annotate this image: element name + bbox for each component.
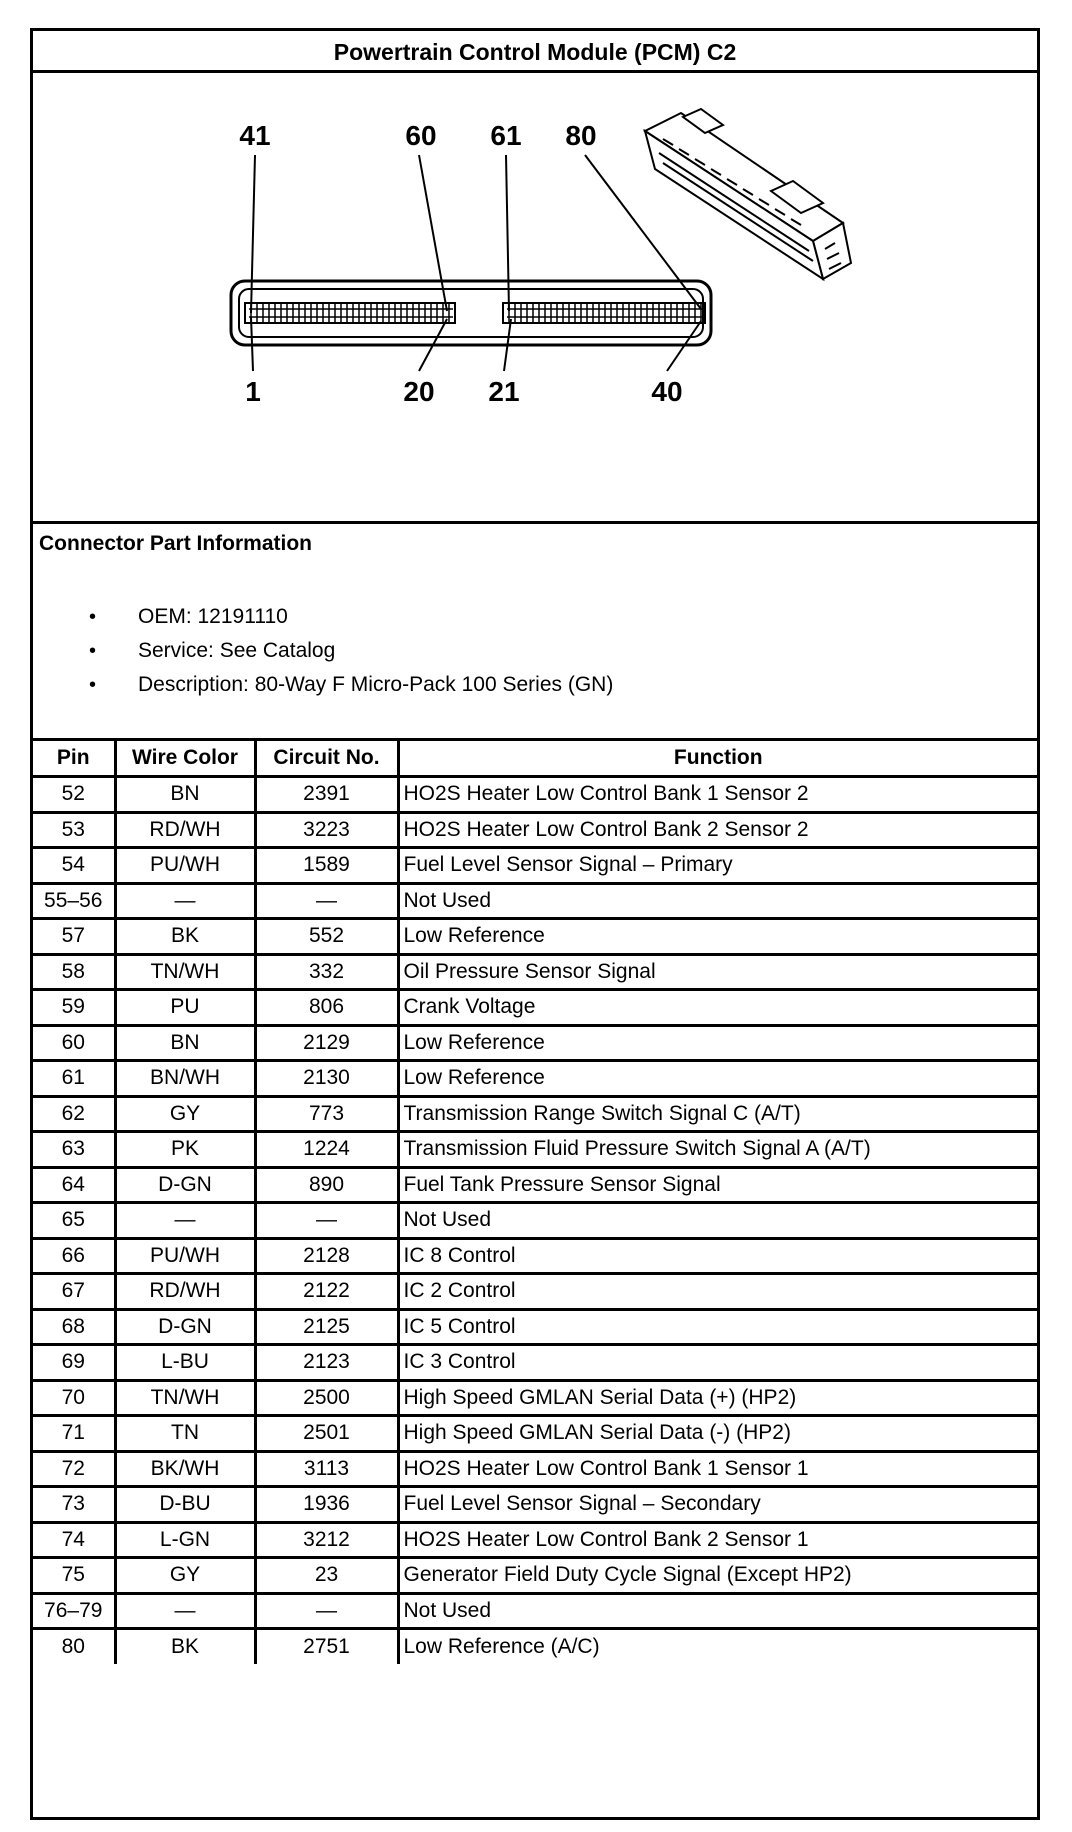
function-cell: Fuel Level Sensor Signal – Secondary xyxy=(398,1487,1037,1523)
pin-cell: 80 xyxy=(33,1629,115,1665)
circuit-no-cell: 2500 xyxy=(255,1380,398,1416)
table-row xyxy=(33,1487,1037,1523)
pin-cell: 68 xyxy=(33,1309,115,1345)
pin-cell: 69 xyxy=(33,1345,115,1381)
pin-cell: 70 xyxy=(33,1380,115,1416)
connector-3d-icon xyxy=(645,109,851,279)
table-row xyxy=(33,883,1037,919)
circuit-no-cell: 890 xyxy=(255,1167,398,1203)
part-info-oem: • OEM: 12191110 xyxy=(33,600,613,634)
function-cell: Transmission Fluid Pressure Switch Signal A (A/T) xyxy=(398,1132,1037,1168)
pin-cell: 53 xyxy=(33,812,115,848)
pinout-rows xyxy=(33,777,1037,1665)
leader-lines xyxy=(251,155,701,371)
table-row xyxy=(33,1132,1037,1168)
function-cell: Transmission Range Switch Signal C (A/T) xyxy=(398,1096,1037,1132)
pin-cell: 59 xyxy=(33,990,115,1026)
table-row xyxy=(33,1416,1037,1452)
function-cell: IC 3 Control xyxy=(398,1345,1037,1381)
pin-cell: 61 xyxy=(33,1061,115,1097)
circuit-no-cell: 2129 xyxy=(255,1025,398,1061)
pin-cell: 60 xyxy=(33,1025,115,1061)
header-circuit-no: Circuit No. xyxy=(255,741,398,777)
pin-cell: 64 xyxy=(33,1167,115,1203)
function-cell: HO2S Heater Low Control Bank 1 Sensor 1 xyxy=(398,1451,1037,1487)
function-cell: Low Reference (A/C) xyxy=(398,1629,1037,1665)
table-row xyxy=(33,1629,1037,1665)
wire-color-cell: — xyxy=(115,883,255,919)
connector-diagram xyxy=(33,73,1037,524)
pin-cell: 65 xyxy=(33,1203,115,1239)
wire-color-cell: D-BU xyxy=(115,1487,255,1523)
pinout-header-row xyxy=(33,741,1037,777)
pin-cell: 66 xyxy=(33,1238,115,1274)
table-row xyxy=(33,1274,1037,1310)
table-row xyxy=(33,1558,1037,1594)
table-row xyxy=(33,1522,1037,1558)
connector-illustration xyxy=(33,73,1037,521)
pin-label-60: 60 xyxy=(405,120,437,151)
circuit-no-cell: 332 xyxy=(255,954,398,990)
wire-color-cell: — xyxy=(115,1203,255,1239)
table-row xyxy=(33,1380,1037,1416)
circuit-no-cell: 1224 xyxy=(255,1132,398,1168)
circuit-no-cell: 3212 xyxy=(255,1522,398,1558)
table-row xyxy=(33,777,1037,813)
pin-cell: 74 xyxy=(33,1522,115,1558)
function-cell: High Speed GMLAN Serial Data (+) (HP2) xyxy=(398,1380,1037,1416)
circuit-no-cell: 2501 xyxy=(255,1416,398,1452)
function-cell: IC 8 Control xyxy=(398,1238,1037,1274)
wire-color-cell: BN/WH xyxy=(115,1061,255,1097)
header-function: Function xyxy=(398,741,1037,777)
circuit-no-cell: 2751 xyxy=(255,1629,398,1665)
table-row xyxy=(33,919,1037,955)
circuit-no-cell: 23 xyxy=(255,1558,398,1594)
function-cell: Not Used xyxy=(398,1203,1037,1239)
function-cell: IC 5 Control xyxy=(398,1309,1037,1345)
circuit-no-cell: 806 xyxy=(255,990,398,1026)
part-info-heading: Connector Part Information xyxy=(39,532,313,555)
pin-label-20: 20 xyxy=(403,376,435,407)
connector-body xyxy=(231,281,711,345)
pin-label-41: 41 xyxy=(239,120,271,151)
wire-color-cell: — xyxy=(115,1593,255,1629)
table-row xyxy=(33,1451,1037,1487)
pin-cell: 58 xyxy=(33,954,115,990)
function-cell: HO2S Heater Low Control Bank 2 Sensor 1 xyxy=(398,1522,1037,1558)
circuit-no-cell: 2125 xyxy=(255,1309,398,1345)
wire-color-cell: BK/WH xyxy=(115,1451,255,1487)
circuit-no-cell: 552 xyxy=(255,919,398,955)
table-row xyxy=(33,954,1037,990)
table-row xyxy=(33,848,1037,884)
circuit-no-cell: 1936 xyxy=(255,1487,398,1523)
pin-cell: 63 xyxy=(33,1132,115,1168)
circuit-no-cell: 1589 xyxy=(255,848,398,884)
circuit-no-cell: 3113 xyxy=(255,1451,398,1487)
pin-label-1: 1 xyxy=(245,376,261,407)
pin-label-61: 61 xyxy=(490,120,522,151)
wire-color-cell: TN xyxy=(115,1416,255,1452)
pin-cell: 72 xyxy=(33,1451,115,1487)
wire-color-cell: BN xyxy=(115,777,255,813)
table-row xyxy=(33,1096,1037,1132)
pin-cell: 67 xyxy=(33,1274,115,1310)
table-row xyxy=(33,1167,1037,1203)
table-row xyxy=(33,1345,1037,1381)
circuit-no-cell: — xyxy=(255,1203,398,1239)
function-cell: Not Used xyxy=(398,1593,1037,1629)
pin-cell: 54 xyxy=(33,848,115,884)
wire-color-cell: GY xyxy=(115,1096,255,1132)
pin-cavities xyxy=(249,303,703,323)
circuit-no-cell: — xyxy=(255,1593,398,1629)
table-row xyxy=(33,990,1037,1026)
pin-cell: 71 xyxy=(33,1416,115,1452)
function-cell: Fuel Tank Pressure Sensor Signal xyxy=(398,1167,1037,1203)
function-cell: Not Used xyxy=(398,883,1037,919)
wire-color-cell: BK xyxy=(115,919,255,955)
function-cell: High Speed GMLAN Serial Data (-) (HP2) xyxy=(398,1416,1037,1452)
pin-cell: 55–56 xyxy=(33,883,115,919)
table-row xyxy=(33,1238,1037,1274)
connector-part-info xyxy=(33,524,1037,741)
function-cell: Low Reference xyxy=(398,1061,1037,1097)
wire-color-cell: D-GN xyxy=(115,1309,255,1345)
circuit-no-cell: 2130 xyxy=(255,1061,398,1097)
table-row xyxy=(33,1203,1037,1239)
pinout-table xyxy=(33,741,1037,1664)
part-info-service: • Service: See Catalog xyxy=(33,634,613,668)
pin-cell: 76–79 xyxy=(33,1593,115,1629)
function-cell: Oil Pressure Sensor Signal xyxy=(398,954,1037,990)
function-cell: Low Reference xyxy=(398,919,1037,955)
wire-color-cell: L-BU xyxy=(115,1345,255,1381)
pin-cell: 75 xyxy=(33,1558,115,1594)
wire-color-cell: BK xyxy=(115,1629,255,1665)
function-cell: IC 2 Control xyxy=(398,1274,1037,1310)
page-title: Powertrain Control Module (PCM) C2 xyxy=(33,31,1037,73)
table-row xyxy=(33,1593,1037,1629)
pin-label-40: 40 xyxy=(651,376,683,407)
wire-color-cell: RD/WH xyxy=(115,1274,255,1310)
circuit-no-cell: 2128 xyxy=(255,1238,398,1274)
part-info-list xyxy=(33,600,613,702)
part-info-description: • Description: 80-Way F Micro-Pack 100 Series (GN) xyxy=(33,668,613,702)
wire-color-cell: RD/WH xyxy=(115,812,255,848)
pin-cell: 52 xyxy=(33,777,115,813)
function-cell: HO2S Heater Low Control Bank 2 Sensor 2 xyxy=(398,812,1037,848)
function-cell: Low Reference xyxy=(398,1025,1037,1061)
pin-cell: 62 xyxy=(33,1096,115,1132)
table-row xyxy=(33,1309,1037,1345)
connector-sheet xyxy=(30,28,1040,1820)
wire-color-cell: D-GN xyxy=(115,1167,255,1203)
pin-label-21: 21 xyxy=(488,376,520,407)
table-row xyxy=(33,1025,1037,1061)
wire-color-cell: TN/WH xyxy=(115,1380,255,1416)
wire-color-cell: PK xyxy=(115,1132,255,1168)
circuit-no-cell: 2391 xyxy=(255,777,398,813)
circuit-no-cell: 773 xyxy=(255,1096,398,1132)
function-cell: HO2S Heater Low Control Bank 1 Sensor 2 xyxy=(398,777,1037,813)
wire-color-cell: TN/WH xyxy=(115,954,255,990)
table-row xyxy=(33,812,1037,848)
function-cell: Fuel Level Sensor Signal – Primary xyxy=(398,848,1037,884)
circuit-no-cell: 3223 xyxy=(255,812,398,848)
table-row xyxy=(33,1061,1037,1097)
wire-color-cell: PU/WH xyxy=(115,1238,255,1274)
circuit-no-cell: — xyxy=(255,883,398,919)
pin-cell: 73 xyxy=(33,1487,115,1523)
function-cell: Crank Voltage xyxy=(398,990,1037,1026)
header-wire-color: Wire Color xyxy=(115,741,255,777)
pin-cell: 57 xyxy=(33,919,115,955)
circuit-no-cell: 2123 xyxy=(255,1345,398,1381)
header-pin: Pin xyxy=(33,741,115,777)
wire-color-cell: PU/WH xyxy=(115,848,255,884)
wire-color-cell: GY xyxy=(115,1558,255,1594)
circuit-no-cell: 2122 xyxy=(255,1274,398,1310)
wire-color-cell: L-GN xyxy=(115,1522,255,1558)
wire-color-cell: BN xyxy=(115,1025,255,1061)
function-cell: Generator Field Duty Cycle Signal (Except HP2) xyxy=(398,1558,1037,1594)
pin-label-80: 80 xyxy=(565,120,597,151)
wire-color-cell: PU xyxy=(115,990,255,1026)
